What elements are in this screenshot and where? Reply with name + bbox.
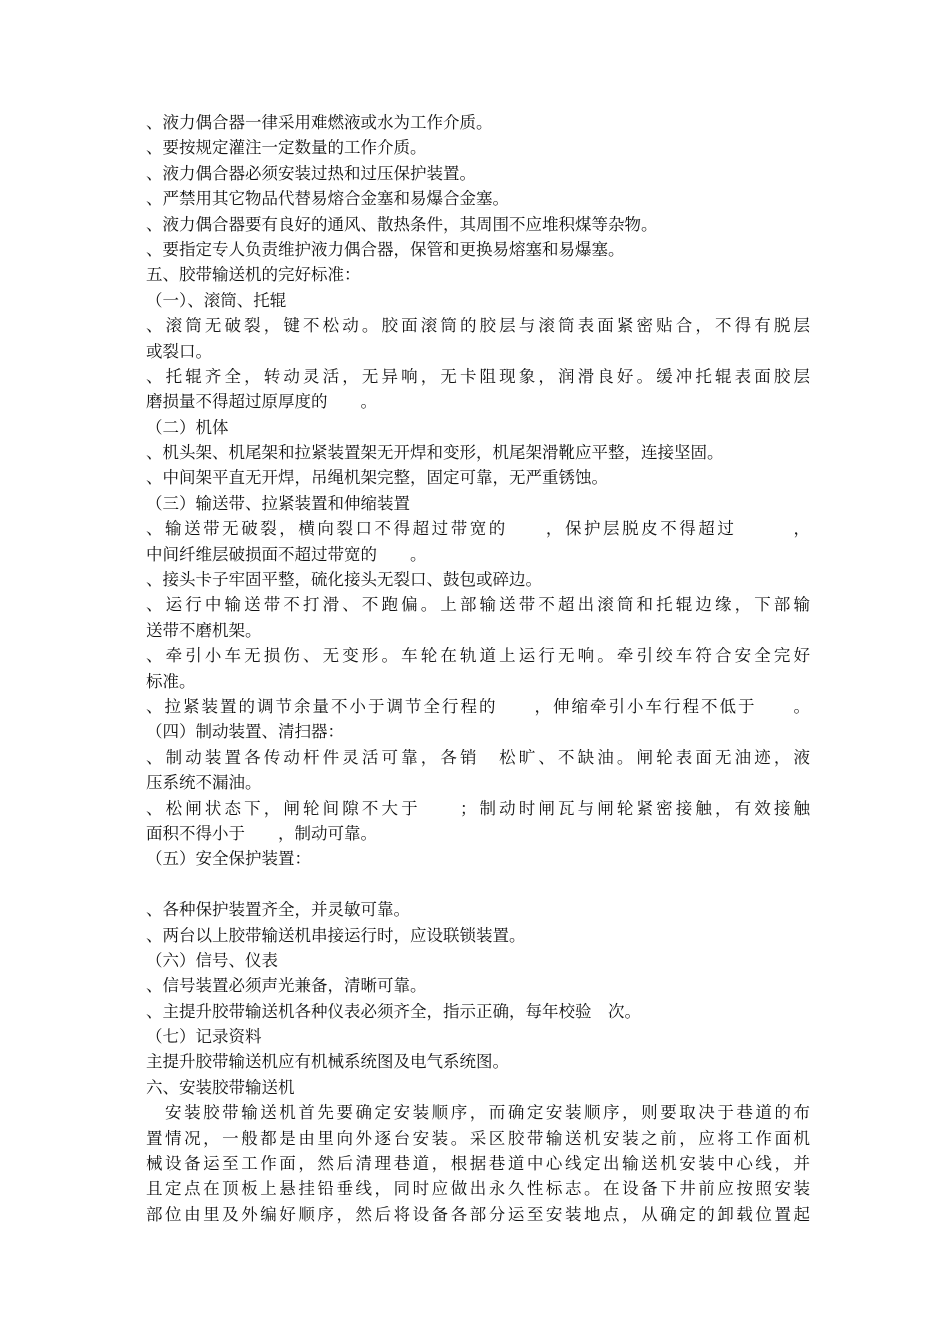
paragraph-line: 部位由里及外编好顺序，然后将设备各部分运至安装地点，从确定的卸载位置起 — [146, 1204, 810, 1224]
subsection-heading: （一）、滚筒、托辊 — [146, 290, 287, 310]
text-line: 、输送带无破裂，横向裂口不得超过带宽的 ，保护层脱皮不得超过 ， — [146, 519, 810, 539]
text-line: 、要指定专人负责维护液力偶合器，保管和更换易熔塞和易爆塞。 — [146, 239, 625, 259]
text-line: 、松闸状态下，闸轮间隙不大于 ；制动时闸瓦与闸轮紧密接触，有效接触 — [146, 798, 810, 818]
subsection-heading: （七）记录资料 — [146, 1027, 262, 1047]
text-line: 、接头卡子牢固平整，硫化接头无裂口、鼓包或碎边。 — [146, 570, 542, 590]
text-line: 、液力偶合器要有良好的通风、散热条件，其周围不应堆积煤等杂物。 — [146, 214, 658, 234]
text-line: 、要按规定灌注一定数量的工作介质。 — [146, 138, 427, 158]
paragraph-line: 械设备运至工作面，然后清理巷道，根据巷道中心线定出输送机安装中心线，并 — [146, 1154, 810, 1174]
subsection-heading: （六）信号、仪表 — [146, 950, 278, 970]
text-line: 、运行中输送带不打滑、不跑偏。上部输送带不超出滚筒和托辊边缘，下部输 — [146, 595, 810, 615]
text-line: 磨损量不得超过原厚度的 。 — [146, 392, 377, 412]
text-line: 、液力偶合器一律采用难燃液或水为工作介质。 — [146, 113, 493, 132]
text-line: 、制动装置各传动杆件灵活可靠，各销 松旷、不缺油。闸轮表面无油迹，液 — [146, 747, 810, 767]
text-line: 、液力偶合器必须安装过热和过压保护装置。 — [146, 163, 476, 183]
text-line: 、牵引小车无损伤、无变形。车轮在轨道上运行无响。牵引绞车符合安全完好 — [146, 646, 810, 666]
blank-line — [146, 872, 810, 897]
text-line: 压系统不漏油。 — [146, 773, 262, 793]
text-line: 标准。 — [146, 671, 196, 691]
text-line: 、托辊齐全，转动灵活，无异响，无卡阻现象，润滑良好。缓冲托辊表面胶层 — [146, 366, 810, 386]
text-line: 送带不磨机架。 — [146, 620, 262, 640]
document-body — [146, 110, 810, 1227]
text-line: 、主提升胶带输送机各种仪表必须齐全，指示正确，每年校验 次。 — [146, 1001, 641, 1021]
subsection-heading: （四）制动装置、清扫器： — [146, 722, 344, 742]
text-line: 主提升胶带输送机应有机械系统图及电气系统图。 — [146, 1052, 509, 1072]
text-line: 、两台以上胶带输送机串接运行时，应设联锁装置。 — [146, 925, 526, 945]
text-line: 、严禁用其它物品代替易熔合金塞和易爆合金塞。 — [146, 189, 509, 209]
paragraph-line: 且定点在顶板上悬挂铅垂线，同时应做出永久性标志。在设备下井前应按照安装 — [146, 1179, 810, 1199]
text-line: 、信号装置必须声光兼备，清晰可靠。 — [146, 976, 427, 996]
subsection-heading: （二）机体 — [146, 417, 229, 437]
text-line: 或裂口。 — [146, 341, 212, 361]
paragraph-line: 置情况，一般都是由里向外逐台安装。采区胶带输送机安装之前，应将工作面机 — [146, 1128, 810, 1148]
subsection-heading: （五）安全保护装置： — [146, 849, 311, 869]
section-heading: 六、安装胶带输送机 — [146, 1077, 295, 1097]
text-line: 、拉紧装置的调节余量不小于调节全行程的 ，伸缩牵引小车行程不低于 。 — [146, 696, 810, 716]
paragraph-line: 安装胶带输送机首先要确定安装顺序，而确定安装顺序，则要取决于巷道的布 — [146, 1103, 810, 1123]
text-line: 、滚筒无破裂，键不松动。胶面滚筒的胶层与滚筒表面紧密贴合，不得有脱层 — [146, 316, 810, 336]
section-heading: 五、胶带输送机的完好标准： — [146, 265, 361, 285]
text-line: 、机头架、机尾架和拉紧装置架无开焊和变形，机尾架滑靴应平整，连接坚固。 — [146, 443, 724, 463]
subsection-heading: （三）输送带、拉紧装置和伸缩装置 — [146, 493, 410, 513]
text-line: 中间纤维层破损面不超过带宽的 。 — [146, 544, 427, 564]
text-line: 面积不得小于 ，制动可靠。 — [146, 823, 377, 843]
text-line: 、各种保护装置齐全，并灵敏可靠。 — [146, 900, 410, 920]
text-line: 、中间架平直无开焊，吊绳机架完整，固定可靠，无严重锈蚀。 — [146, 468, 608, 488]
